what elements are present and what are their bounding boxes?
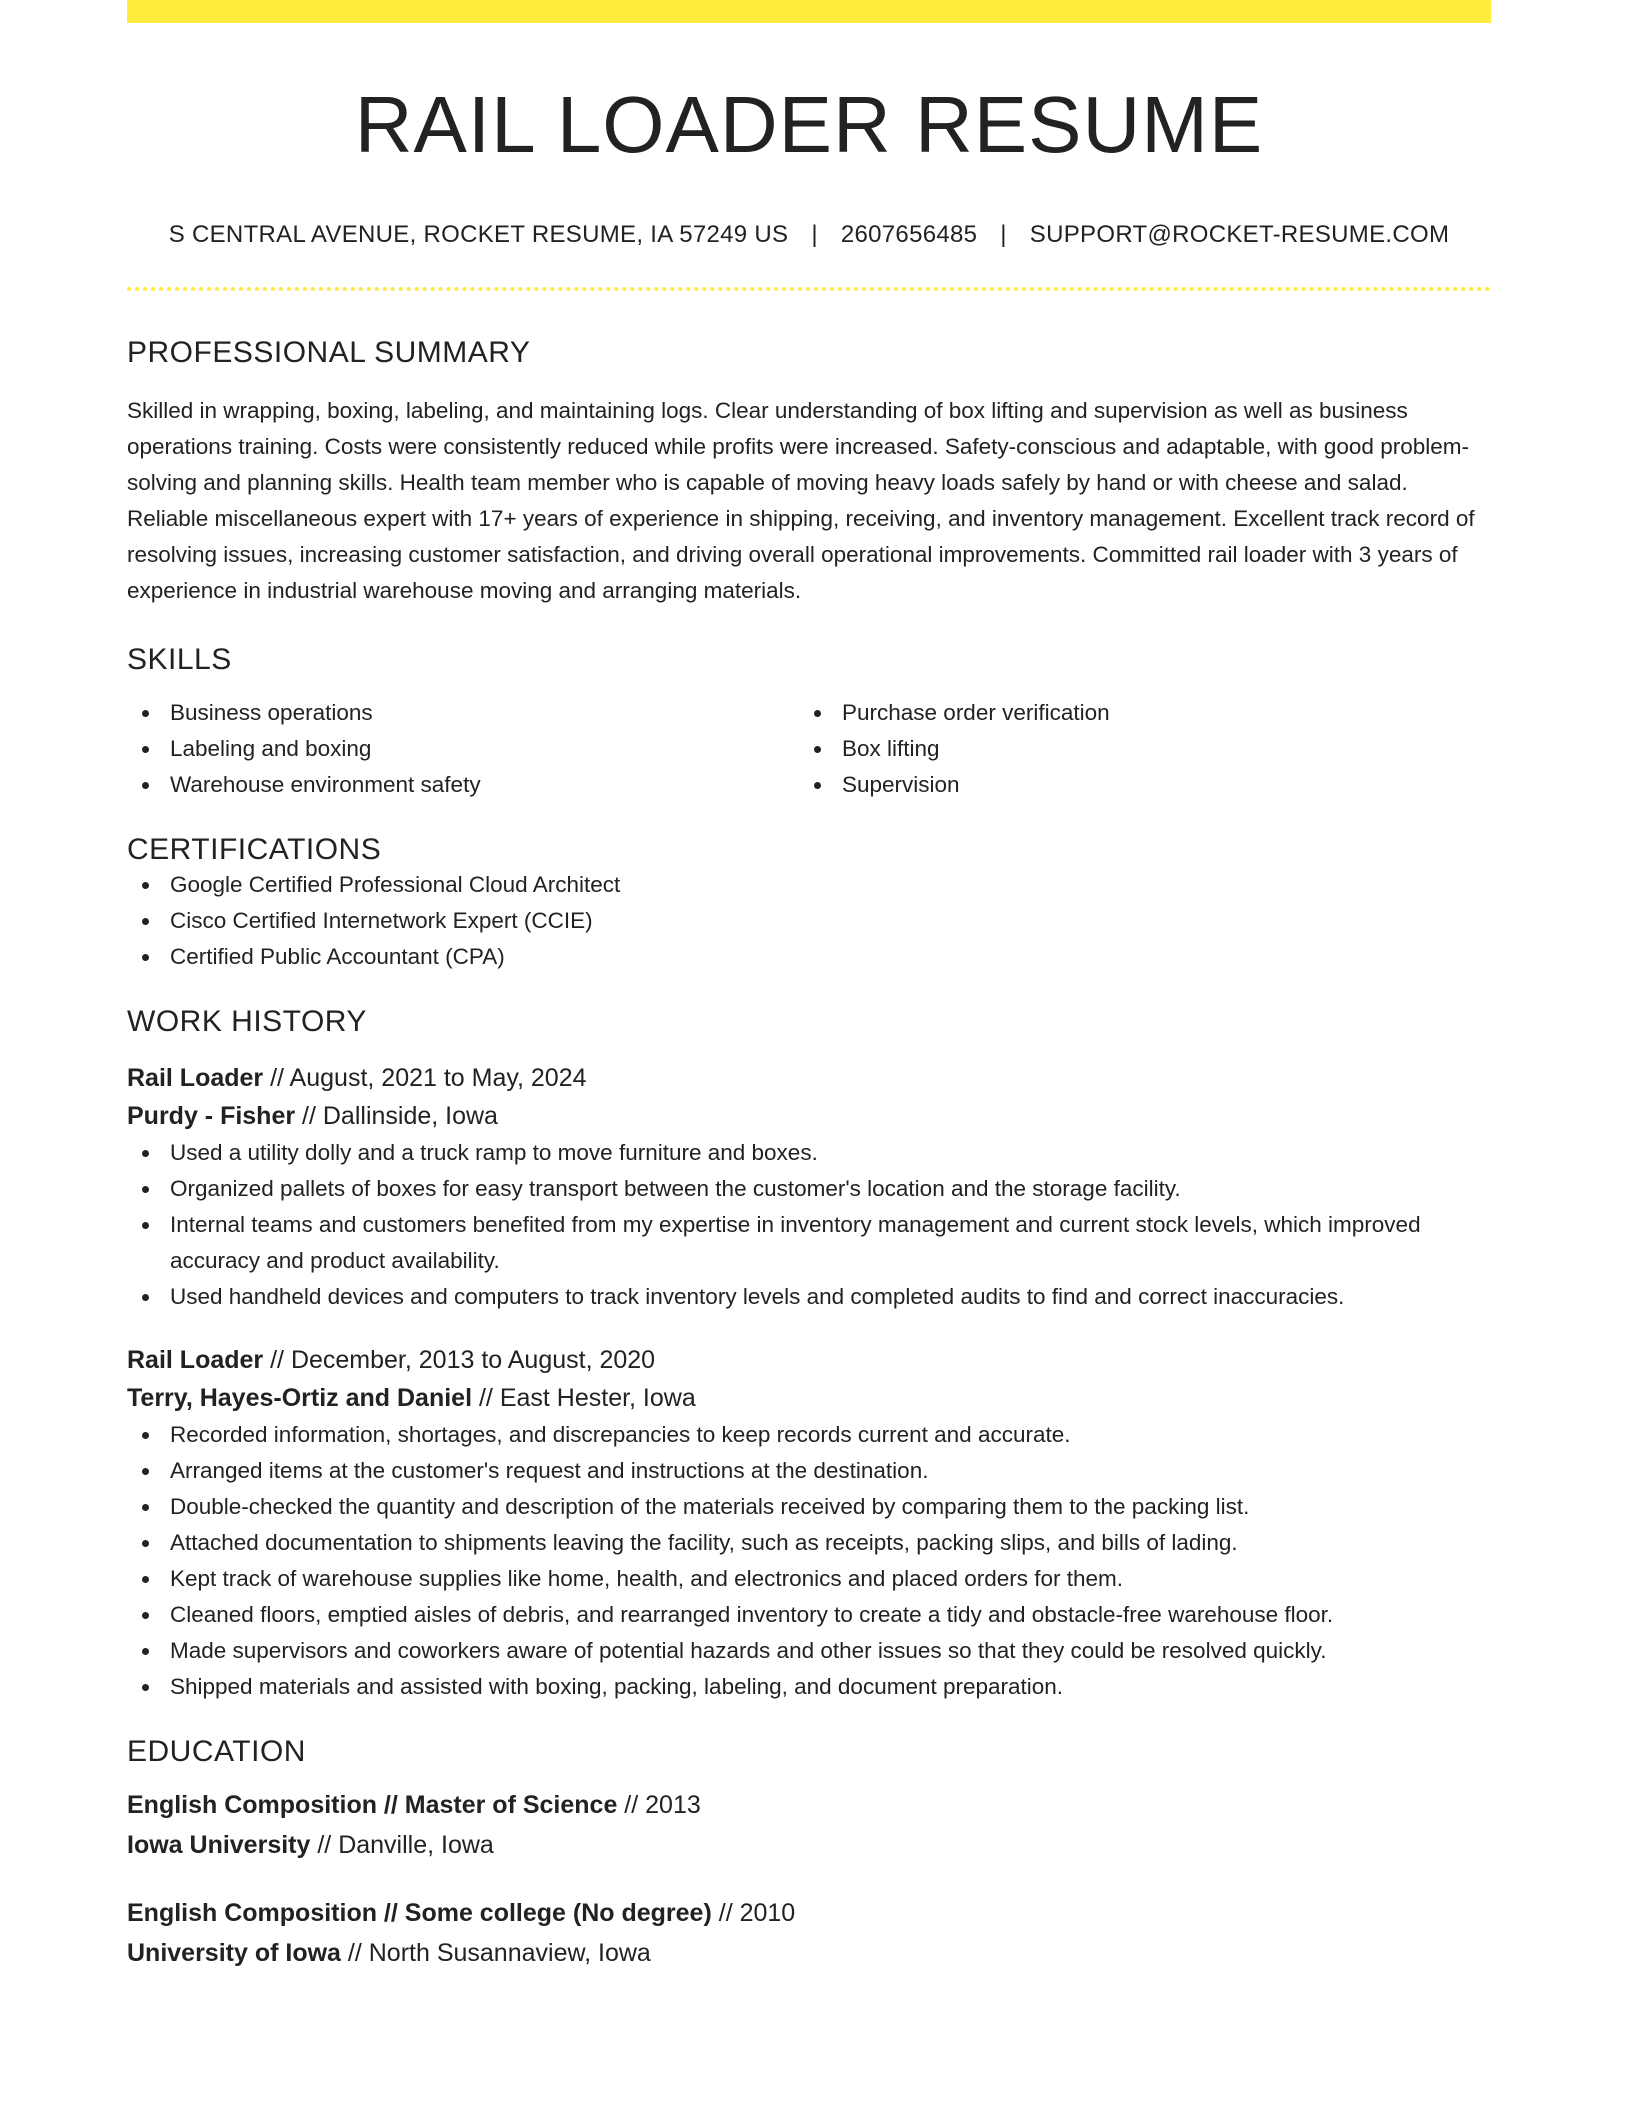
- job-duty: Cleaned floors, emptied aisles of debris, and rearranged inventory to create a tidy and obstacle-free warehouse floor.: [127, 1597, 1491, 1633]
- skill-item: Labeling and boxing: [127, 731, 799, 767]
- job-duty: Made supervisors and coworkers aware of potential hazards and other issues so that they could be resolved quickly.: [127, 1633, 1491, 1669]
- company-location: // East Hester, Iowa: [472, 1384, 696, 1412]
- education-entry: [127, 1785, 1491, 1865]
- school-line: [127, 1933, 1491, 1973]
- job-duty: Double-checked the quantity and description of the materials received by comparing them to the packing list.: [127, 1489, 1491, 1525]
- job-duties-list: [127, 1135, 1491, 1315]
- school-line: [127, 1825, 1491, 1865]
- job-title: Rail Loader: [127, 1064, 264, 1092]
- job-dates: // August, 2021 to May, 2024: [263, 1064, 587, 1092]
- skills-grid: [127, 695, 1491, 803]
- job-title-line: [127, 1341, 1491, 1379]
- degree-year: // 2010: [711, 1899, 796, 1927]
- work-history-heading: WORK HISTORY: [127, 1005, 367, 1038]
- resume-page: [127, 0, 1491, 1973]
- school-location: // North Susannaview, Iowa: [340, 1939, 651, 1967]
- contact-email: SUPPORT@ROCKET-RESUME.COM: [1029, 221, 1450, 248]
- company-location: // Dallinside, Iowa: [295, 1102, 498, 1130]
- degree-name: English Composition // Master of Science: [127, 1791, 618, 1819]
- job-duty: Shipped materials and assisted with boxing, packing, labeling, and document preparation.: [127, 1669, 1491, 1705]
- degree-name: English Composition // Some college (No degree): [127, 1899, 712, 1927]
- company-name: Purdy - Fisher: [127, 1102, 296, 1130]
- job-duty: Recorded information, shortages, and discrepancies to keep records current and accurate.: [127, 1417, 1491, 1453]
- job-duty: Internal teams and customers benefited from my expertise in inventory management and current stock levels, which improved accuracy and product availability.: [127, 1207, 1491, 1279]
- contact-separator: |: [811, 221, 818, 248]
- certification-item: Cisco Certified Internetwork Expert (CCIE): [127, 903, 1491, 939]
- school-location: // Danville, Iowa: [310, 1831, 494, 1859]
- resume-title: RAIL LOADER RESUME: [354, 80, 1264, 169]
- job-entry: [127, 1341, 1491, 1705]
- company-name: Terry, Hayes-Ortiz and Daniel: [127, 1384, 473, 1412]
- education-entry: [127, 1893, 1491, 1973]
- job-entry: [127, 1059, 1491, 1315]
- job-duties-list: [127, 1417, 1491, 1705]
- job-duty: Attached documentation to shipments leaving the facility, such as receipts, packing slips, and bills of lading.: [127, 1525, 1491, 1561]
- company-line: [127, 1379, 1491, 1417]
- skills-heading: SKILLS: [127, 643, 232, 676]
- contact-line: [127, 221, 1491, 249]
- degree-year: // 2013: [617, 1791, 701, 1819]
- contact-phone: 2607656485: [840, 221, 978, 248]
- skill-item: Warehouse environment safety: [127, 767, 799, 803]
- job-title-line: [127, 1059, 1491, 1097]
- skills-column-left: [127, 695, 799, 803]
- certification-item: Google Certified Professional Cloud Architect: [127, 867, 1491, 903]
- school-name: University of Iowa: [127, 1939, 341, 1967]
- job-duty: Organized pallets of boxes for easy transport between the customer's location and the storage facility.: [127, 1171, 1491, 1207]
- summary-heading: PROFESSIONAL SUMMARY: [127, 336, 531, 369]
- contact-address: S CENTRAL AVENUE, ROCKET RESUME, IA 57249 US: [168, 221, 789, 248]
- skill-item: Purchase order verification: [799, 695, 1471, 731]
- job-title: Rail Loader: [127, 1346, 264, 1374]
- job-duty: Used handheld devices and computers to track inventory levels and completed audits to find and correct inaccuracies.: [127, 1279, 1491, 1315]
- skills-column-right: [799, 695, 1471, 803]
- certifications-heading: CERTIFICATIONS: [127, 833, 382, 866]
- degree-line: [127, 1785, 1491, 1825]
- school-name: Iowa University: [127, 1831, 311, 1859]
- job-duty: Kept track of warehouse supplies like home, health, and electronics and placed orders for them.: [127, 1561, 1491, 1597]
- skill-item: Box lifting: [799, 731, 1471, 767]
- dotted-divider: [127, 287, 1491, 291]
- accent-top-bar: [127, 0, 1491, 23]
- education-heading: EDUCATION: [127, 1735, 306, 1768]
- job-dates: // December, 2013 to August, 2020: [263, 1346, 656, 1374]
- skills-list-left: [127, 695, 799, 803]
- job-duty: Used a utility dolly and a truck ramp to move furniture and boxes.: [127, 1135, 1491, 1171]
- summary-text: Skilled in wrapping, boxing, labeling, and maintaining logs. Clear understanding of box lifting and supervision as well as business operations training. Costs were consistently reduced while profits were increased. Safety-conscious and adaptable, with good problem-solving and planning skills. Health team member who is capable of moving heavy loads safely by hand or with cheese and salad. Reliable miscellaneous expert with 17+ years of experience in shipping, receiving, and inventory management. Excellent track record of resolving issues, increasing customer satisfaction, and driving overall operational improvements. Committed rail loader with 3 years of experience in industrial warehouse moving and arranging materials.: [127, 398, 1475, 603]
- degree-line: [127, 1893, 1491, 1933]
- certification-item: Certified Public Accountant (CPA): [127, 939, 1491, 975]
- job-duty: Arranged items at the customer's request and instructions at the destination.: [127, 1453, 1491, 1489]
- skill-item: Business operations: [127, 695, 799, 731]
- certifications-list: [127, 867, 1491, 975]
- skill-item: Supervision: [799, 767, 1471, 803]
- skills-list-right: [799, 695, 1471, 803]
- company-line: [127, 1097, 1491, 1135]
- contact-separator: |: [1000, 221, 1007, 248]
